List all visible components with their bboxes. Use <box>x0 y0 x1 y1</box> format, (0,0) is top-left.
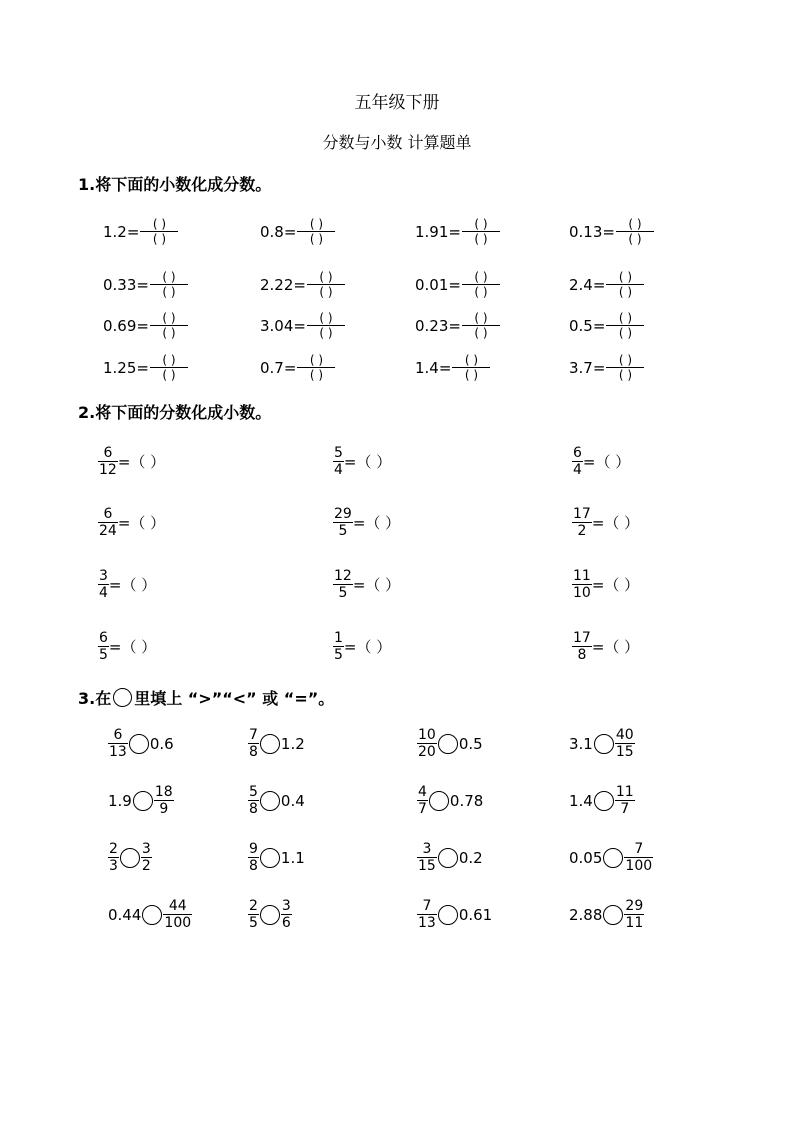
answer-blank[interactable]: =（ ） <box>343 638 392 656</box>
decimal-label: 0.69= <box>103 316 149 335</box>
decimal-value: 0.78 <box>449 791 484 810</box>
answer-fraction-blank[interactable] <box>606 354 644 381</box>
answer-fraction-blank[interactable] <box>616 218 654 245</box>
fraction-denominator: 2 <box>141 858 151 874</box>
answer-denominator-blank[interactable]: ( ) <box>618 368 633 382</box>
decimal-label: 2.22= <box>260 275 306 294</box>
fraction <box>417 842 437 873</box>
decimal-value: 0.6 <box>149 734 174 753</box>
fraction-numerator: 40 <box>615 727 634 743</box>
fraction-numerator: 11 <box>573 568 591 584</box>
decimal-value: 1.2 <box>280 734 305 753</box>
compare-item <box>569 899 644 930</box>
decimal-label: 1.91= <box>415 222 461 241</box>
answer-fraction-blank[interactable] <box>150 312 188 339</box>
fraction-numerator: 6 <box>573 445 582 461</box>
fraction-denominator: 7 <box>620 801 630 817</box>
compare-circle-blank[interactable] <box>438 905 458 925</box>
decimal-label: 0.33= <box>103 275 149 294</box>
fraction-denominator: 8 <box>249 801 258 817</box>
fraction <box>417 899 437 930</box>
decimal-label: 2.4= <box>569 275 606 294</box>
compare-item <box>108 785 174 816</box>
decimal-label: 0.7= <box>260 358 297 377</box>
fraction <box>572 569 592 600</box>
decimal-label: 1.25= <box>103 358 149 377</box>
answer-fraction-blank[interactable] <box>307 312 345 339</box>
decimal-to-fraction-item <box>260 271 345 298</box>
fraction-numerator: 11 <box>615 784 634 800</box>
fraction <box>417 785 428 816</box>
section-3-heading-prefix: 3.在 <box>78 689 112 708</box>
answer-numerator-blank[interactable]: ( ) <box>319 270 333 284</box>
fraction-denominator: 10 <box>573 585 591 601</box>
decimal-label: 0.8= <box>260 222 297 241</box>
decimal-label: 0.13= <box>569 222 615 241</box>
fraction-denominator: 12 <box>99 462 117 478</box>
fraction-numerator: 4 <box>418 784 427 800</box>
answer-numerator-blank[interactable]: ( ) <box>628 217 642 231</box>
fraction-denominator: 8 <box>249 744 258 760</box>
decimal-value: 3.1 <box>569 734 593 753</box>
fraction-denominator: 5 <box>334 647 343 663</box>
fraction-denominator: 4 <box>99 585 108 601</box>
answer-fraction-blank[interactable] <box>606 312 644 339</box>
decimal-to-fraction-item <box>103 354 188 381</box>
fraction <box>154 785 174 816</box>
fraction <box>108 728 128 759</box>
compare-item <box>108 842 152 873</box>
section-1-heading: 1.将下面的小数化成分数。 <box>78 175 272 194</box>
fraction <box>624 842 653 873</box>
compare-item <box>417 728 483 759</box>
fraction <box>417 728 437 759</box>
fraction-to-decimal-item <box>98 446 165 477</box>
fraction-numerator: 3 <box>99 568 108 584</box>
page-subtitle: 分数与小数 计算题单 <box>322 133 472 152</box>
fraction-numerator: 29 <box>334 506 352 522</box>
answer-denominator-blank[interactable]: ( ) <box>162 368 176 382</box>
compare-circle-blank[interactable] <box>429 791 449 811</box>
decimal-label: 0.23= <box>415 316 461 335</box>
fraction-to-decimal-item <box>98 569 156 600</box>
fraction-denominator: 3 <box>109 858 118 874</box>
answer-numerator-blank[interactable]: ( ) <box>474 217 488 231</box>
compare-circle-blank[interactable] <box>260 734 280 754</box>
answer-blank[interactable]: =（ ） <box>352 576 401 594</box>
compare-circle-blank[interactable] <box>594 791 614 811</box>
fraction-numerator: 2 <box>109 841 118 857</box>
answer-denominator-blank[interactable]: ( ) <box>474 232 488 246</box>
decimal-label: 1.2= <box>103 222 140 241</box>
fraction <box>248 785 259 816</box>
decimal-to-fraction-item <box>569 312 644 339</box>
fraction <box>333 446 344 477</box>
decimal-to-fraction-item <box>103 271 188 298</box>
fraction-numerator: 2 <box>249 898 258 914</box>
compare-circle-blank[interactable] <box>603 905 623 925</box>
fraction-numerator: 12 <box>334 568 352 584</box>
fraction-denominator: 13 <box>109 744 127 760</box>
fraction-numerator: 10 <box>418 727 436 743</box>
fraction-denominator: 8 <box>249 858 258 874</box>
answer-blank[interactable]: =（ ） <box>108 576 157 594</box>
compare-circle-blank[interactable] <box>260 848 280 868</box>
answer-numerator-blank[interactable]: ( ) <box>309 353 324 367</box>
compare-circle-blank[interactable] <box>594 734 614 754</box>
fraction-numerator: 18 <box>154 784 173 800</box>
answer-denominator-blank[interactable]: ( ) <box>309 232 324 246</box>
compare-item <box>248 899 292 930</box>
answer-blank[interactable]: =（ ） <box>352 514 401 532</box>
decimal-label: 3.7= <box>569 358 606 377</box>
compare-item <box>417 785 483 816</box>
fraction-denominator: 100 <box>164 915 192 931</box>
compare-item <box>417 842 483 873</box>
answer-numerator-blank[interactable]: ( ) <box>474 311 488 325</box>
decimal-to-fraction-item <box>103 312 188 339</box>
decimal-to-fraction-item <box>415 218 500 245</box>
fraction-to-decimal-item <box>572 507 639 538</box>
answer-numerator-blank[interactable]: ( ) <box>618 311 633 325</box>
fraction-to-decimal-item <box>572 569 639 600</box>
fraction-denominator: 5 <box>338 523 348 539</box>
fraction-numerator: 9 <box>249 841 258 857</box>
answer-denominator-blank[interactable]: ( ) <box>319 285 333 299</box>
fraction-denominator: 5 <box>99 647 108 663</box>
fraction-denominator: 15 <box>418 858 436 874</box>
decimal-value: 0.2 <box>458 848 483 867</box>
fraction-to-decimal-item <box>333 446 391 477</box>
fraction-denominator: 6 <box>281 915 291 931</box>
fraction <box>98 569 109 600</box>
fraction-denominator: 100 <box>625 858 653 874</box>
answer-denominator-blank[interactable]: ( ) <box>618 285 633 299</box>
fraction-numerator: 29 <box>625 898 644 914</box>
answer-denominator-blank[interactable]: ( ) <box>618 326 633 340</box>
compare-circle-blank[interactable] <box>142 905 162 925</box>
fraction-to-decimal-item <box>572 631 639 662</box>
decimal-label: 1.4= <box>415 358 452 377</box>
decimal-value: 1.9 <box>108 791 132 810</box>
answer-fraction-blank[interactable] <box>462 218 500 245</box>
fraction-numerator: 6 <box>103 445 113 461</box>
compare-item <box>569 785 635 816</box>
fraction-numerator: 17 <box>573 506 591 522</box>
fraction-numerator: 6 <box>113 727 123 743</box>
fraction <box>141 842 152 873</box>
fraction-numerator: 3 <box>422 841 432 857</box>
answer-numerator-blank[interactable]: ( ) <box>618 270 633 284</box>
fraction-numerator: 7 <box>634 841 644 857</box>
decimal-to-fraction-item <box>569 218 654 245</box>
fraction-denominator: 4 <box>334 462 343 478</box>
fraction <box>615 785 635 816</box>
decimal-label: 3.04= <box>260 316 306 335</box>
answer-numerator-blank[interactable]: ( ) <box>152 217 167 231</box>
fraction <box>98 446 118 477</box>
fraction <box>98 631 109 662</box>
fraction-numerator: 1 <box>334 630 343 646</box>
compare-item <box>248 785 305 816</box>
fraction-numerator: 3 <box>281 898 291 914</box>
circle-icon <box>113 688 132 707</box>
fraction-to-decimal-item <box>333 569 400 600</box>
decimal-to-fraction-item <box>260 312 345 339</box>
answer-blank[interactable]: =（ ） <box>117 453 166 471</box>
decimal-value: 1.4 <box>569 791 593 810</box>
compare-item <box>248 842 305 873</box>
fraction-denominator: 9 <box>159 801 169 817</box>
fraction-denominator: 2 <box>577 523 587 539</box>
compare-circle-blank[interactable] <box>260 791 280 811</box>
answer-fraction-blank[interactable] <box>297 218 335 245</box>
answer-numerator-blank[interactable]: ( ) <box>162 311 176 325</box>
answer-denominator-blank[interactable]: ( ) <box>162 285 176 299</box>
answer-numerator-blank[interactable]: ( ) <box>319 311 333 325</box>
section-3-heading <box>78 686 334 709</box>
answer-denominator-blank[interactable]: ( ) <box>474 285 488 299</box>
fraction-numerator: 44 <box>168 898 187 914</box>
answer-numerator-blank[interactable]: ( ) <box>309 217 324 231</box>
answer-fraction-blank[interactable] <box>462 312 500 339</box>
page-title: 五年级下册 <box>354 93 440 113</box>
fraction <box>108 842 119 873</box>
fraction-to-decimal-item <box>572 446 630 477</box>
answer-blank[interactable]: =（ ） <box>591 576 640 594</box>
decimal-value: 0.5 <box>458 734 483 753</box>
answer-fraction-blank[interactable] <box>150 354 188 381</box>
fraction-to-decimal-item <box>333 631 391 662</box>
answer-numerator-blank[interactable]: ( ) <box>464 353 479 367</box>
fraction <box>572 446 583 477</box>
answer-numerator-blank[interactable]: ( ) <box>618 353 633 367</box>
compare-item <box>248 728 305 759</box>
answer-fraction-blank[interactable] <box>452 354 490 381</box>
compare-item <box>108 728 174 759</box>
answer-fraction-blank[interactable] <box>140 218 178 245</box>
fraction-denominator: 8 <box>577 647 587 663</box>
answer-blank[interactable]: =（ ） <box>582 453 631 471</box>
fraction-numerator: 6 <box>99 630 108 646</box>
answer-numerator-blank[interactable]: ( ) <box>474 270 488 284</box>
fraction <box>572 507 592 538</box>
decimal-value: 0.44 <box>108 905 142 924</box>
fraction-denominator: 24 <box>99 523 117 539</box>
fraction-numerator: 17 <box>573 630 591 646</box>
answer-fraction-blank[interactable] <box>150 271 188 298</box>
fraction-numerator: 6 <box>103 506 113 522</box>
answer-denominator-blank[interactable]: ( ) <box>319 326 333 340</box>
answer-blank[interactable]: =（ ） <box>591 638 640 656</box>
decimal-to-fraction-item <box>260 218 335 245</box>
fraction-denominator: 5 <box>338 585 348 601</box>
fraction-numerator: 7 <box>422 898 432 914</box>
fraction-numerator: 3 <box>141 841 151 857</box>
answer-denominator-blank[interactable]: ( ) <box>474 326 488 340</box>
fraction-numerator: 5 <box>334 445 343 461</box>
fraction-denominator: 11 <box>625 915 644 931</box>
decimal-to-fraction-item <box>103 218 178 245</box>
decimal-value: 0.61 <box>458 905 493 924</box>
compare-circle-blank[interactable] <box>260 905 280 925</box>
answer-numerator-blank[interactable]: ( ) <box>162 353 176 367</box>
fraction-denominator: 5 <box>249 915 258 931</box>
fraction <box>248 728 259 759</box>
answer-fraction-blank[interactable] <box>606 271 644 298</box>
section-2-heading: 2.将下面的分数化成小数。 <box>78 403 272 422</box>
fraction-numerator: 7 <box>249 727 258 743</box>
compare-item <box>108 899 192 930</box>
answer-fraction-blank[interactable] <box>307 271 345 298</box>
answer-fraction-blank[interactable] <box>297 354 335 381</box>
answer-blank[interactable]: =（ ） <box>117 514 166 532</box>
answer-denominator-blank[interactable]: ( ) <box>309 368 324 382</box>
answer-blank[interactable]: =（ ） <box>108 638 157 656</box>
decimal-value: 0.4 <box>280 791 305 810</box>
decimal-value: 1.1 <box>280 848 305 867</box>
decimal-value: 2.88 <box>569 905 603 924</box>
fraction <box>572 631 592 662</box>
fraction-denominator: 20 <box>418 744 436 760</box>
fraction <box>615 728 635 759</box>
answer-denominator-blank[interactable]: ( ) <box>628 232 642 246</box>
compare-circle-blank[interactable] <box>133 791 153 811</box>
compare-circle-blank[interactable] <box>438 734 458 754</box>
compare-circle-blank[interactable] <box>129 734 149 754</box>
answer-blank[interactable]: =（ ） <box>343 453 392 471</box>
fraction-denominator: 7 <box>418 801 427 817</box>
fraction <box>98 507 118 538</box>
answer-denominator-blank[interactable]: ( ) <box>152 232 167 246</box>
answer-denominator-blank[interactable]: ( ) <box>162 326 176 340</box>
compare-item <box>569 728 635 759</box>
compare-circle-blank[interactable] <box>603 848 623 868</box>
fraction <box>163 899 192 930</box>
decimal-value: 0.05 <box>569 848 603 867</box>
fraction-denominator: 13 <box>418 915 436 931</box>
compare-circle-blank[interactable] <box>438 848 458 868</box>
decimal-to-fraction-item <box>415 354 490 381</box>
fraction <box>333 631 344 662</box>
fraction-to-decimal-item <box>333 507 400 538</box>
answer-denominator-blank[interactable]: ( ) <box>464 368 479 382</box>
fraction <box>333 507 353 538</box>
fraction <box>333 569 353 600</box>
compare-item <box>569 842 653 873</box>
answer-fraction-blank[interactable] <box>462 271 500 298</box>
decimal-to-fraction-item <box>415 312 500 339</box>
decimal-to-fraction-item <box>569 271 644 298</box>
fraction-denominator: 15 <box>615 744 634 760</box>
fraction-denominator: 4 <box>573 462 582 478</box>
compare-item <box>417 899 492 930</box>
decimal-to-fraction-item <box>415 271 500 298</box>
decimal-to-fraction-item <box>569 354 644 381</box>
decimal-label: 0.5= <box>569 316 606 335</box>
fraction <box>281 899 292 930</box>
fraction <box>248 842 259 873</box>
compare-circle-blank[interactable] <box>120 848 140 868</box>
fraction-to-decimal-item <box>98 631 156 662</box>
fraction <box>248 899 259 930</box>
section-3-heading-suffix: 里填上 “>”“<” 或 “=”。 <box>134 689 335 708</box>
decimal-to-fraction-item <box>260 354 335 381</box>
fraction-to-decimal-item <box>98 507 165 538</box>
fraction <box>624 899 644 930</box>
answer-blank[interactable]: =（ ） <box>591 514 640 532</box>
fraction-numerator: 5 <box>249 784 258 800</box>
decimal-label: 0.01= <box>415 275 461 294</box>
answer-numerator-blank[interactable]: ( ) <box>162 270 176 284</box>
